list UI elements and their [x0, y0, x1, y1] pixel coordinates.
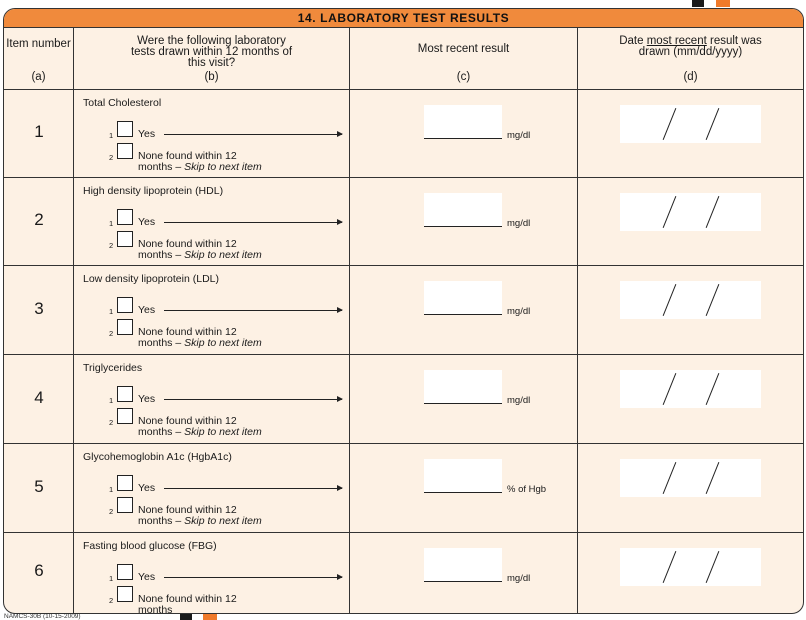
date-separator-slash: [663, 196, 677, 228]
date-input[interactable]: [620, 105, 761, 143]
arrow-icon: [164, 134, 342, 135]
none-option-number: 2: [109, 596, 114, 605]
yes-option-number: 1: [109, 485, 114, 494]
none-found-checkbox[interactable]: [117, 231, 133, 247]
header-c-letter: (c): [456, 71, 471, 83]
result-unit: mg/dl: [507, 306, 531, 317]
test-name: Fasting blood glucose (FBG): [83, 540, 217, 552]
arrow-icon: [164, 222, 342, 223]
registration-mark-bottom-dark: [180, 613, 192, 620]
lab-results-form: [3, 8, 804, 614]
lab-test-row: [4, 178, 803, 266]
arrow-icon: [164, 399, 342, 400]
arrow-icon: [164, 577, 342, 578]
date-separator-slash: [706, 196, 720, 228]
lab-test-row: [4, 90, 803, 178]
header-date-drawn: [578, 28, 803, 90]
result-underline: [424, 226, 502, 227]
header-d-title: Date most recent result was drawn (mm/dd/yyyy): [619, 35, 762, 58]
header-tests-drawn: [74, 28, 350, 90]
header-d-letter: (d): [683, 71, 698, 83]
none-found-label: None found within 12 months – Skip to next item: [138, 150, 262, 173]
item-number: 5: [34, 476, 44, 496]
skip-instruction: Skip to next item: [184, 426, 262, 438]
date-separator-slash: [663, 108, 677, 140]
none-found-label: None found within 12 months – Skip to next item: [138, 238, 262, 261]
yes-label: Yes: [138, 393, 156, 405]
yes-checkbox[interactable]: [117, 475, 133, 491]
header-item-number: [4, 28, 74, 90]
none-found-checkbox[interactable]: [117, 143, 133, 159]
none-found-label: None found within 12 months: [138, 593, 237, 614]
yes-label: Yes: [138, 482, 156, 494]
item-number: 2: [34, 210, 44, 229]
none-found-checkbox[interactable]: [117, 408, 133, 424]
arrow-icon: [164, 310, 342, 311]
date-separator-slash: [706, 284, 720, 316]
yes-option-number: 1: [109, 396, 114, 405]
lab-test-row: [4, 444, 803, 533]
date-separator-slash: [706, 551, 720, 583]
yes-checkbox[interactable]: [117, 386, 133, 402]
yes-option-number: 1: [109, 307, 114, 316]
result-unit: mg/dl: [507, 573, 531, 584]
date-separator-slash: [706, 108, 720, 140]
date-input[interactable]: [620, 193, 761, 231]
none-found-label: None found within 12 months – Skip to next item: [138, 415, 262, 438]
yes-checkbox[interactable]: [117, 564, 133, 580]
none-found-label: None found within 12 months – Skip to next item: [138, 326, 262, 349]
result-unit: mg/dl: [507, 395, 531, 406]
yes-option-number: 1: [109, 219, 114, 228]
result-input[interactable]: [424, 370, 502, 404]
date-separator-slash: [663, 462, 677, 494]
header-c-title: Most recent result: [417, 43, 510, 55]
header-a-title: Item number: [6, 38, 71, 50]
date-input[interactable]: [620, 459, 761, 497]
none-found-checkbox[interactable]: [117, 319, 133, 335]
skip-instruction: Skip to next item: [184, 161, 262, 173]
yes-checkbox[interactable]: [117, 121, 133, 137]
date-separator-slash: [663, 284, 677, 316]
item-number: 4: [34, 387, 44, 407]
registration-mark-top-dark: [692, 0, 704, 7]
date-input[interactable]: [620, 370, 761, 408]
none-option-number: 2: [109, 507, 114, 516]
test-name: Low density lipoprotein (LDL): [83, 273, 219, 285]
date-input[interactable]: [620, 281, 761, 319]
header-b-letter: (b): [204, 71, 219, 83]
test-name: Total Cholesterol: [83, 97, 162, 109]
result-unit: % of Hgb: [507, 484, 547, 495]
arrow-icon: [164, 488, 342, 489]
result-unit: mg/dl: [507, 130, 531, 141]
registration-mark-bottom-orange: [203, 613, 217, 620]
section-title: 14. LABORATORY TEST RESULTS: [4, 9, 803, 28]
result-underline: [424, 138, 502, 139]
item-number: 3: [34, 298, 44, 318]
skip-instruction: Skip to next item: [184, 515, 262, 527]
skip-instruction: Skip to next item: [184, 337, 262, 349]
yes-label: Yes: [138, 571, 156, 583]
yes-checkbox[interactable]: [117, 297, 133, 313]
yes-label: Yes: [138, 128, 156, 140]
none-option-number: 2: [109, 241, 114, 250]
result-underline: [424, 403, 502, 404]
result-input[interactable]: [424, 105, 502, 139]
none-found-checkbox[interactable]: [117, 586, 133, 602]
skip-instruction: Skip to next item: [184, 249, 262, 261]
date-input[interactable]: [620, 548, 761, 586]
date-separator-slash: [706, 373, 720, 405]
lab-test-row: [4, 266, 803, 355]
result-underline: [424, 581, 502, 582]
date-separator-slash: [706, 462, 720, 494]
date-separator-slash: [663, 551, 677, 583]
item-number: 6: [34, 561, 44, 580]
lab-test-row: [4, 533, 803, 613]
result-underline: [424, 314, 502, 315]
yes-option-number: 1: [109, 131, 114, 140]
none-option-number: 2: [109, 329, 114, 338]
result-underline: [424, 492, 502, 493]
yes-label: Yes: [138, 304, 156, 316]
item-number: 1: [34, 122, 44, 141]
registration-mark-top-orange: [716, 0, 730, 7]
none-found-label: None found within 12 months – Skip to next item: [138, 504, 262, 527]
result-input[interactable]: [424, 281, 502, 315]
result-input[interactable]: [424, 193, 502, 227]
result-input[interactable]: [424, 548, 502, 582]
none-option-number: 2: [109, 418, 114, 427]
test-name: High density lipoprotein (HDL): [83, 185, 224, 197]
form-id-footer: NAMCS-30B (10-15-2009): [4, 613, 81, 620]
none-option-number: 2: [109, 153, 114, 162]
date-separator-slash: [663, 373, 677, 405]
header-most-recent-result: [350, 28, 578, 90]
lab-test-row: [4, 355, 803, 444]
header-b-title: Were the following laboratory tests drawn within 12 months of this visit?: [130, 35, 293, 69]
yes-label: Yes: [138, 216, 156, 228]
test-name: Triglycerides: [83, 362, 143, 374]
result-input[interactable]: [424, 459, 502, 493]
none-found-checkbox[interactable]: [117, 497, 133, 513]
result-unit: mg/dl: [507, 218, 531, 229]
test-name: Glycohemoglobin A1c (HgbA1c): [83, 451, 232, 463]
header-a-letter: (a): [31, 71, 46, 83]
yes-option-number: 1: [109, 574, 114, 583]
yes-checkbox[interactable]: [117, 209, 133, 225]
